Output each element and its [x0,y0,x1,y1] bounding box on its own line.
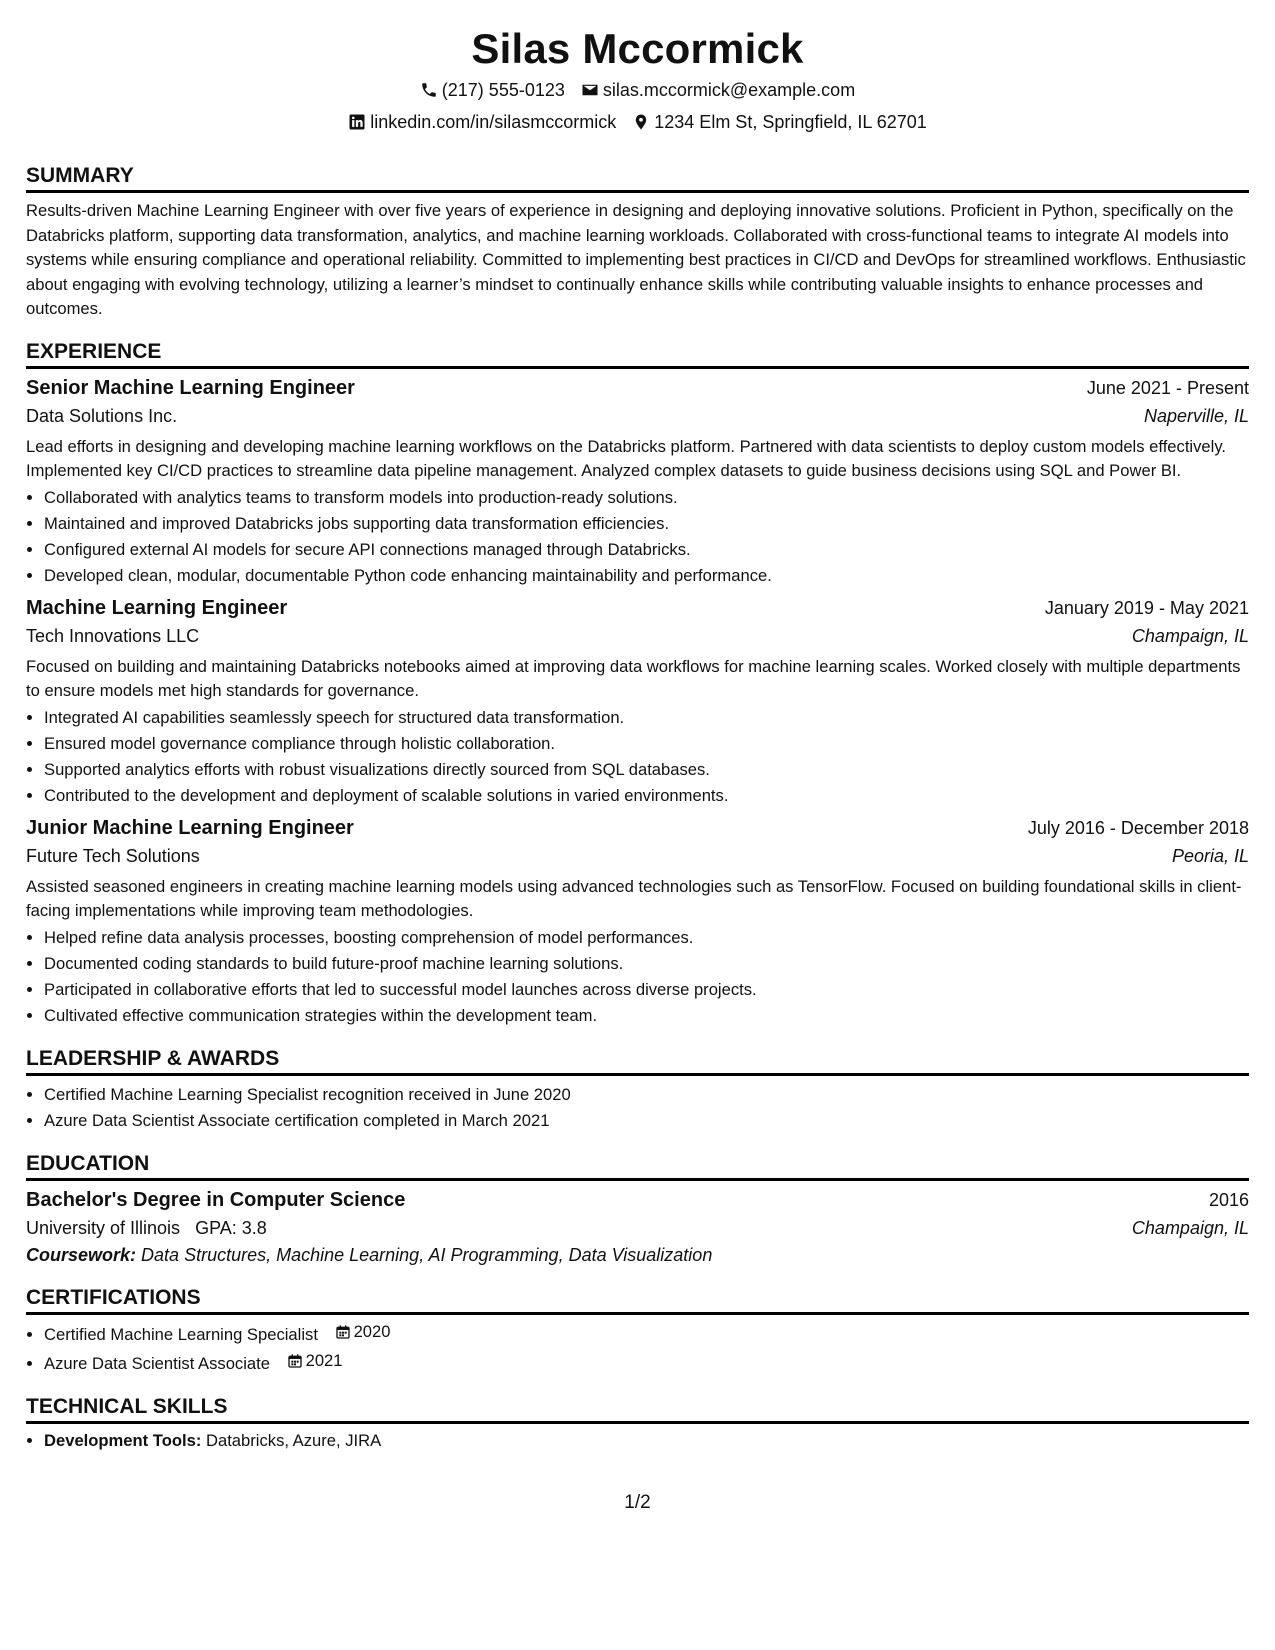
job-description: Assisted seasoned engineers in creating machine learning models using advanced technologies such as TensorFlow. Focused on building foundational skills in client-facing implementations while improving team methodologies. [26,876,1242,920]
job-entry [26,817,1249,1029]
phone-contact [420,80,565,101]
job-bullet: • Participated in collaborative efforts that led to successful model launches across diverse projects. [44,977,1249,1003]
certification-item [44,1319,1249,1348]
candidate-name: Silas Mccormick [471,25,804,72]
skills-list [26,1428,1249,1454]
certification-name: Certified Machine Learning Specialist [44,1324,318,1344]
job-bullet: • Contributed to the development and deployment of scalable solutions in varied environments. [44,783,1249,809]
school-location: Champaign, IL [1131,1217,1249,1238]
phone-icon [420,81,438,99]
job-dates: July 2016 - December 2018 [1027,817,1249,838]
job-dates: June 2021 - Present [1086,377,1249,398]
school-info [26,1218,267,1239]
certification-date [335,1319,391,1345]
calendar-icon [335,1324,351,1340]
job-location: Naperville, IL [1143,405,1249,426]
job-bullet: • Maintained and improved Databricks jobs supporting data transformation efficiencies. [44,511,1249,537]
graduation-year: 2016 [1208,1189,1249,1210]
job-company: Future Tech Solutions [26,845,200,866]
job-bullet: • Developed clean, modular, documentable Python code enhancing maintainability and performance. [44,563,1249,589]
coursework-list: Data Structures, Machine Learning, AI Programming, Data Visualization [141,1244,713,1265]
job-bullets [26,925,1249,1029]
email-contact [581,80,855,101]
job-bullet: • Helped refine data analysis processes, boosting comprehension of model performances. [44,925,1249,951]
certification-year: 2021 [305,1350,343,1370]
job-company: Tech Innovations LLC [26,625,200,646]
street-address: 1234 Elm St, Springfield, IL 62701 [654,111,927,132]
job-description: Focused on building and maintaining Databricks notebooks aimed at improving data workflows for machine learning scales. Worked closely with multiple departments to ensure models met high standards for governance. [26,656,1241,700]
job-entry [26,377,1249,589]
linkedin-icon [348,113,366,131]
job-location: Peoria, IL [1171,845,1249,866]
address-contact [632,112,927,133]
job-bullet: • Cultivated effective communication strategies within the development team. [44,1003,1249,1029]
leadership-item: • Certified Machine Learning Specialist recognition received in June 2020 [44,1082,1249,1108]
linkedin-url: linkedin.com/in/silasmccormick [370,111,617,132]
summary-heading: SUMMARY [26,162,1249,193]
contact-line-1 [26,74,1249,106]
certification-name: Azure Data Scientist Associate [44,1353,270,1373]
phone-number: (217) 555-0123 [441,79,565,100]
certifications-heading: CERTIFICATIONS [26,1284,1249,1315]
map-pin-icon [632,113,650,131]
job-company: Data Solutions Inc. [26,405,178,426]
job-bullet: • Integrated AI capabilities seamlessly speech for structured data transformation. [44,705,1249,731]
gpa: GPA: 3.8 [195,1217,267,1238]
job-title: Senior Machine Learning Engineer [26,376,355,399]
envelope-icon [581,81,599,99]
job-bullet: • Collaborated with analytics teams to transform models into production-ready solutions. [44,485,1249,511]
job-description: Lead efforts in designing and developing machine learning workflows on the Databricks platform. Partnered with data scientists to deploy custom models effectively. Implemented key CI/CD practices to streamline data pipeline management. Analyzed complex datasets to guide business decisions using SQL and Power BI. [26,436,1227,480]
skill-item [44,1428,1249,1454]
job-title: Junior Machine Learning Engineer [26,816,354,839]
school-name: University of Illinois [26,1217,181,1238]
degree-title: Bachelor's Degree in Computer Science [26,1188,406,1211]
skill-value: Databricks, Azure, JIRA [205,1430,382,1450]
job-location: Champaign, IL [1131,625,1249,646]
job-bullets [26,705,1249,809]
job-bullet: • Supported analytics efforts with robust visualizations directly sourced from SQL databases. [44,757,1249,783]
contact-line-2 [26,106,1249,138]
job-title: Machine Learning Engineer [26,596,288,619]
experience-heading: EXPERIENCE [26,338,1249,369]
job-bullets [26,485,1249,589]
certification-date [287,1348,343,1374]
email-address: silas.mccormick@example.com [602,79,856,100]
certifications-list [26,1319,1249,1377]
coursework-label: Coursework: [26,1244,137,1265]
resume-content [26,0,1249,1454]
job-bullet: • Configured external AI models for secure API connections managed through Databricks. [44,537,1249,563]
leadership-item: • Azure Data Scientist Associate certification completed in March 2021 [44,1108,1249,1134]
linkedin-contact [348,112,616,133]
certification-item [44,1348,1249,1377]
job-entry [26,597,1249,809]
page-number: 1/2 [624,1492,651,1513]
leadership-list [26,1082,1249,1134]
job-bullet: • Ensured model governance compliance through holistic collaboration. [44,731,1249,757]
skills-heading: TECHNICAL SKILLS [26,1393,1249,1424]
coursework [26,1245,1249,1266]
skill-label: Development Tools: [44,1430,202,1450]
calendar-icon [287,1353,303,1369]
education-heading: EDUCATION [26,1150,1249,1181]
certification-year: 2020 [353,1321,391,1341]
job-bullet: • Documented coding standards to build future-proof machine learning solutions. [44,951,1249,977]
job-dates: January 2019 - May 2021 [1044,597,1249,618]
summary-text: Results-driven Machine Learning Engineer with over five years of experience in designing and deploying innovative solutions. Proficient in Python, specifically on the Databricks platform, supporting data transformation, analytics, and machine learning workloads. Collaborated with cross-functional teams to integrate AI models into systems while ensuring compliance and operational reliability. Committed to implementing best practices in CI/CD and DevOps for streamlined workflows. Enthusiastic about engaging with evolving technology, utilizing a learner’s mindset to continually enhance skills while contributing valuable insights to enhance processes and outcomes. [26,201,1246,318]
leadership-heading: LEADERSHIP & AWARDS [26,1045,1249,1076]
